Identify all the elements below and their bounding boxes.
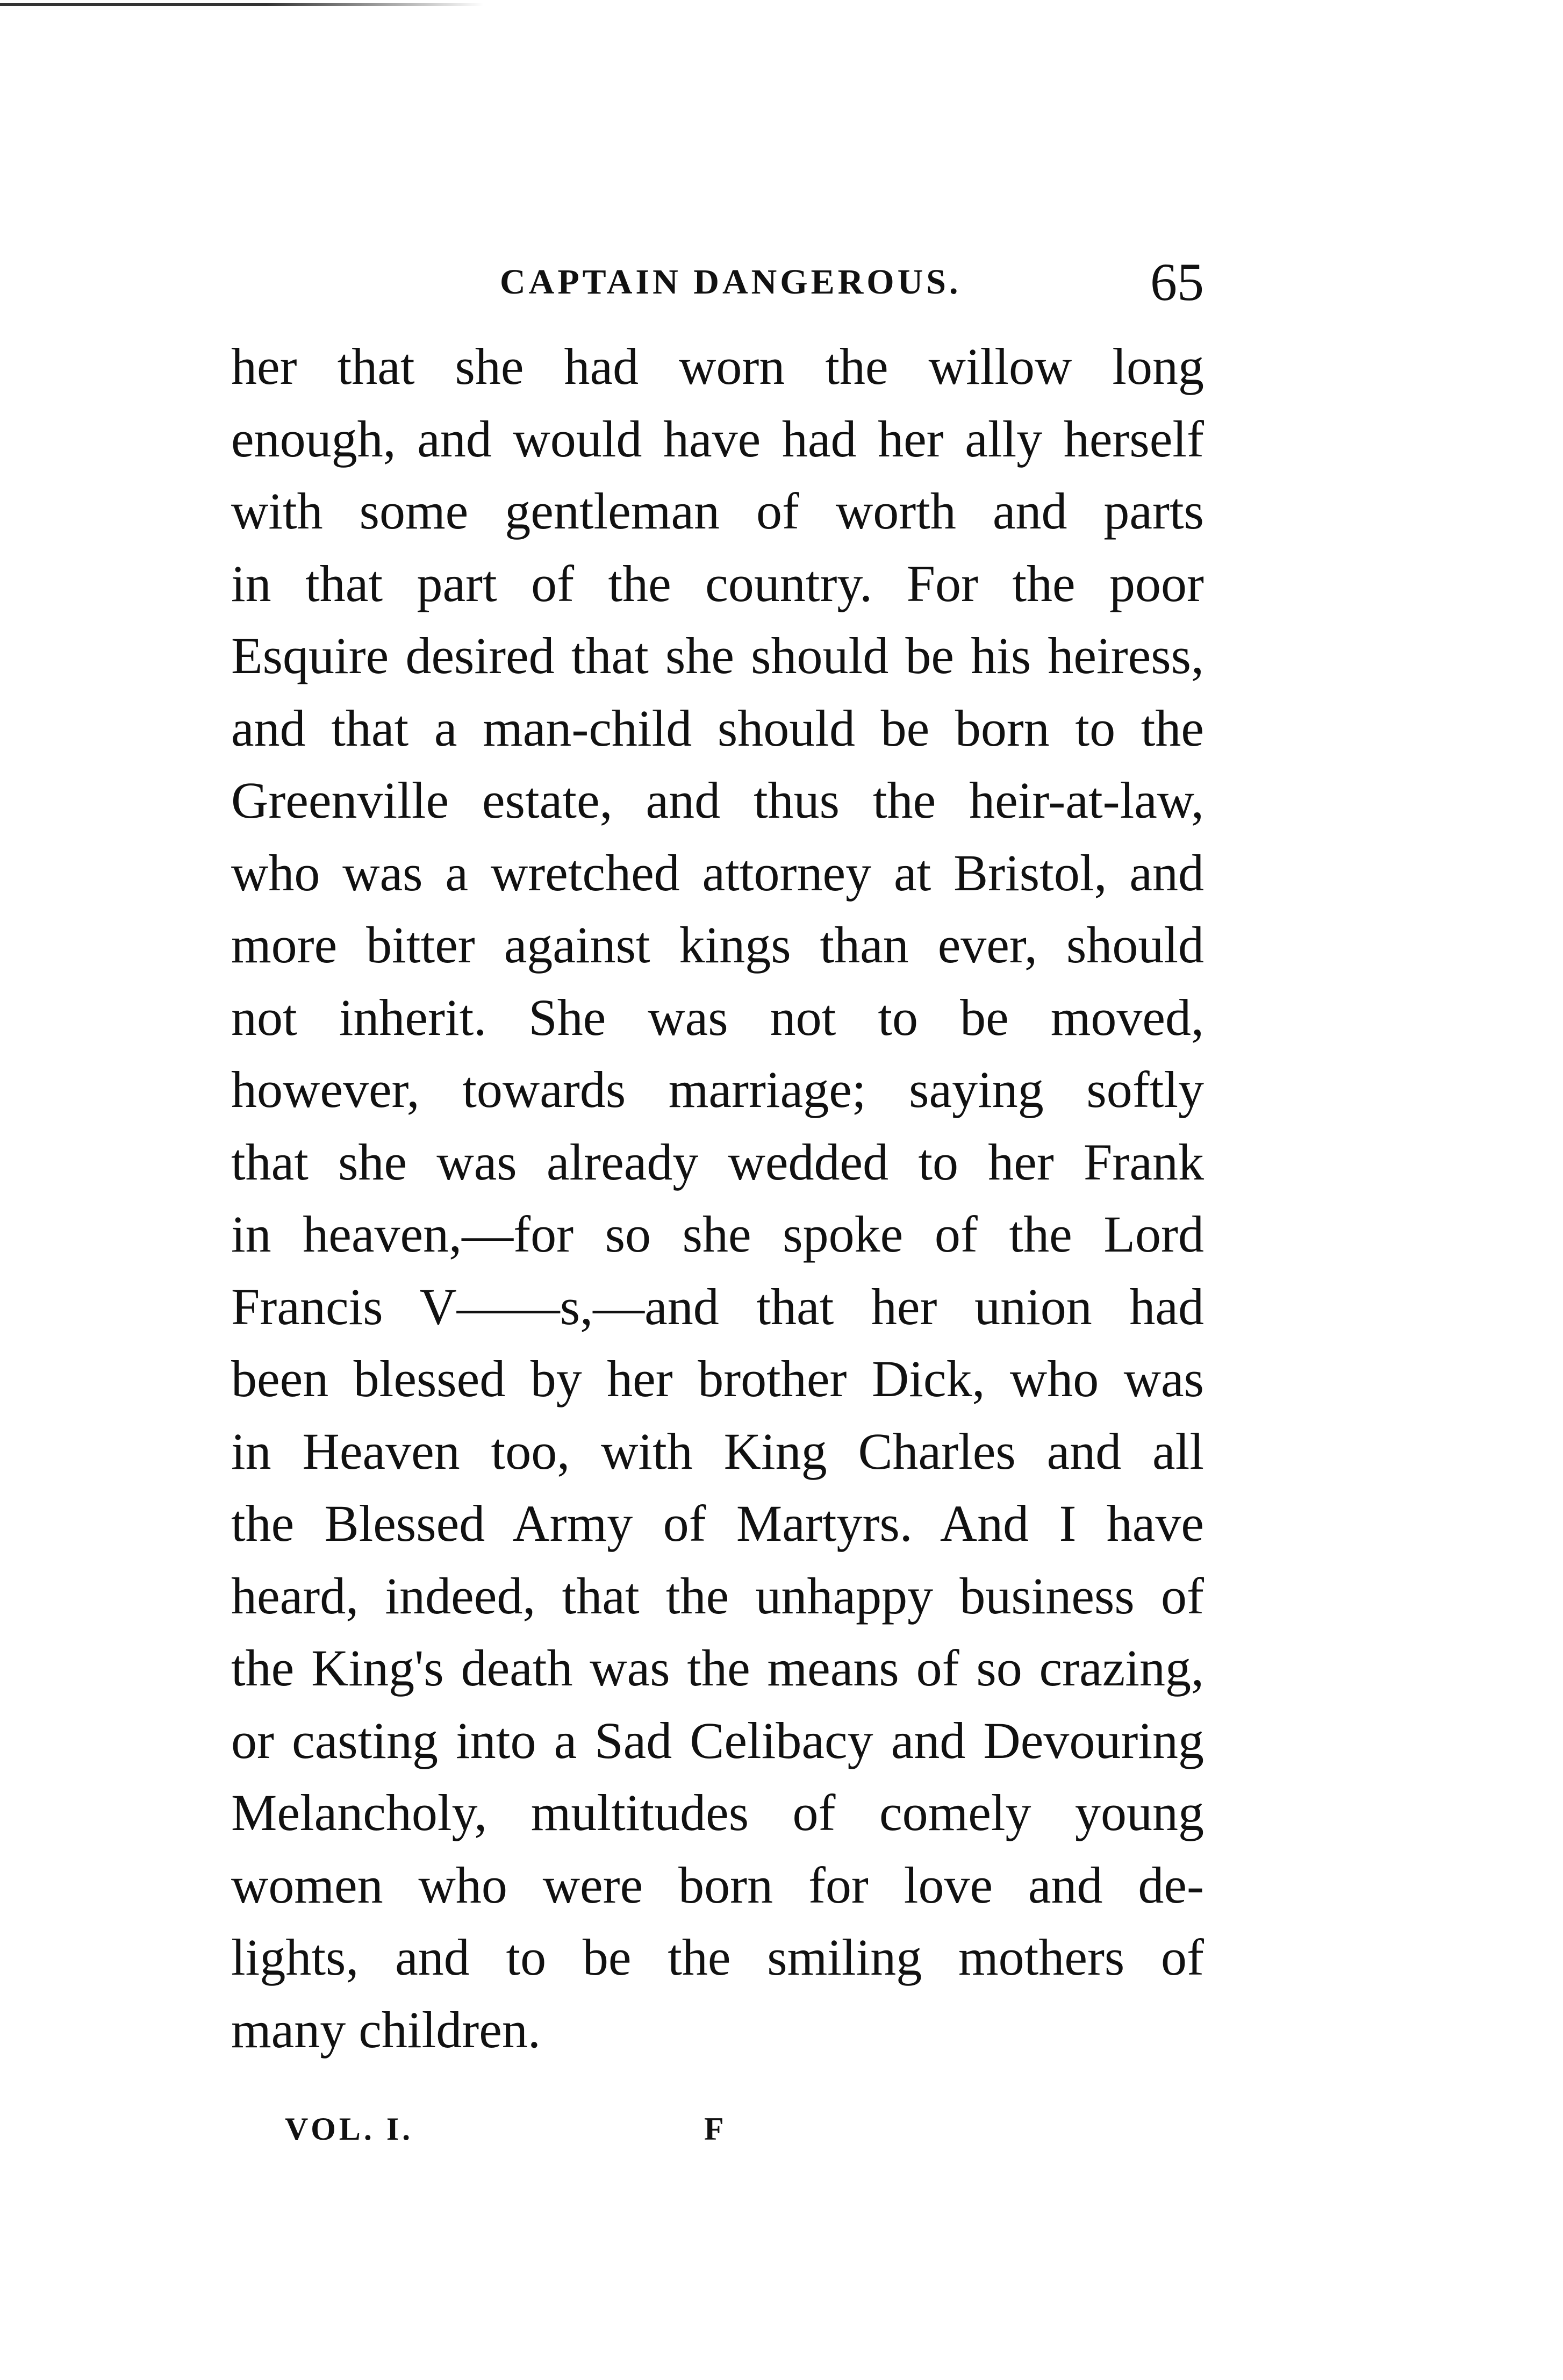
text-line: her that she had worn the willow long <box>231 338 1204 395</box>
text-line: heard, indeed, that the unhappy business of <box>231 1567 1204 1625</box>
text-line: the Blessed Army of Martyrs. And I have <box>231 1495 1204 1552</box>
top-edge-rule <box>0 3 484 6</box>
text-line: in that part of the country. For the poor <box>231 554 1204 612</box>
text-line: not inherit. She was not to be moved, <box>231 988 1204 1046</box>
text-line: with some gentleman of worth and parts <box>231 482 1204 540</box>
text-line: in heaven,—for so she spoke of the Lord <box>231 1205 1204 1263</box>
text-line: women who were born for love and de- <box>231 1856 1204 1914</box>
text-line: Greenville estate, and thus the heir-at-law, <box>231 771 1204 829</box>
text-line: many children. <box>231 2000 541 2059</box>
text-line: who was a wretched attorney at Bristol, and <box>231 844 1204 902</box>
body-text <box>231 331 1204 2066</box>
text-line: enough, and would have had her ally herself <box>231 410 1204 468</box>
volume-marker: VOL. I. <box>285 2111 414 2147</box>
text-line: Melancholy, multitudes of comely young <box>231 1784 1204 1841</box>
text-line: that she was already wedded to her Frank <box>231 1133 1204 1191</box>
text-line: Francis V——s,—and that her union had <box>231 1277 1204 1335</box>
text-line: in Heaven too, with King Charles and all <box>231 1422 1204 1480</box>
running-title: CAPTAIN DANGEROUS. <box>500 262 962 302</box>
page-header <box>231 242 1204 323</box>
text-line: the King's death was the means of so crazing, <box>231 1639 1204 1697</box>
text-line: lights, and to be the smiling mothers of <box>231 1928 1204 1986</box>
page-number: 65 <box>1150 252 1204 312</box>
text-line: however, towards marriage; saying softly <box>231 1061 1204 1118</box>
page-footer <box>285 2097 1037 2161</box>
signature-mark: F <box>704 2111 724 2147</box>
text-line: been blessed by her brother Dick, who was <box>231 1350 1204 1407</box>
text-line: and that a man-child should be born to the <box>231 699 1204 757</box>
text-line: Esquire desired that she should be his heiress, <box>231 627 1204 684</box>
text-line: more bitter against kings than ever, should <box>231 916 1204 974</box>
text-line: or casting into a Sad Celibacy and Devouring <box>231 1711 1204 1769</box>
